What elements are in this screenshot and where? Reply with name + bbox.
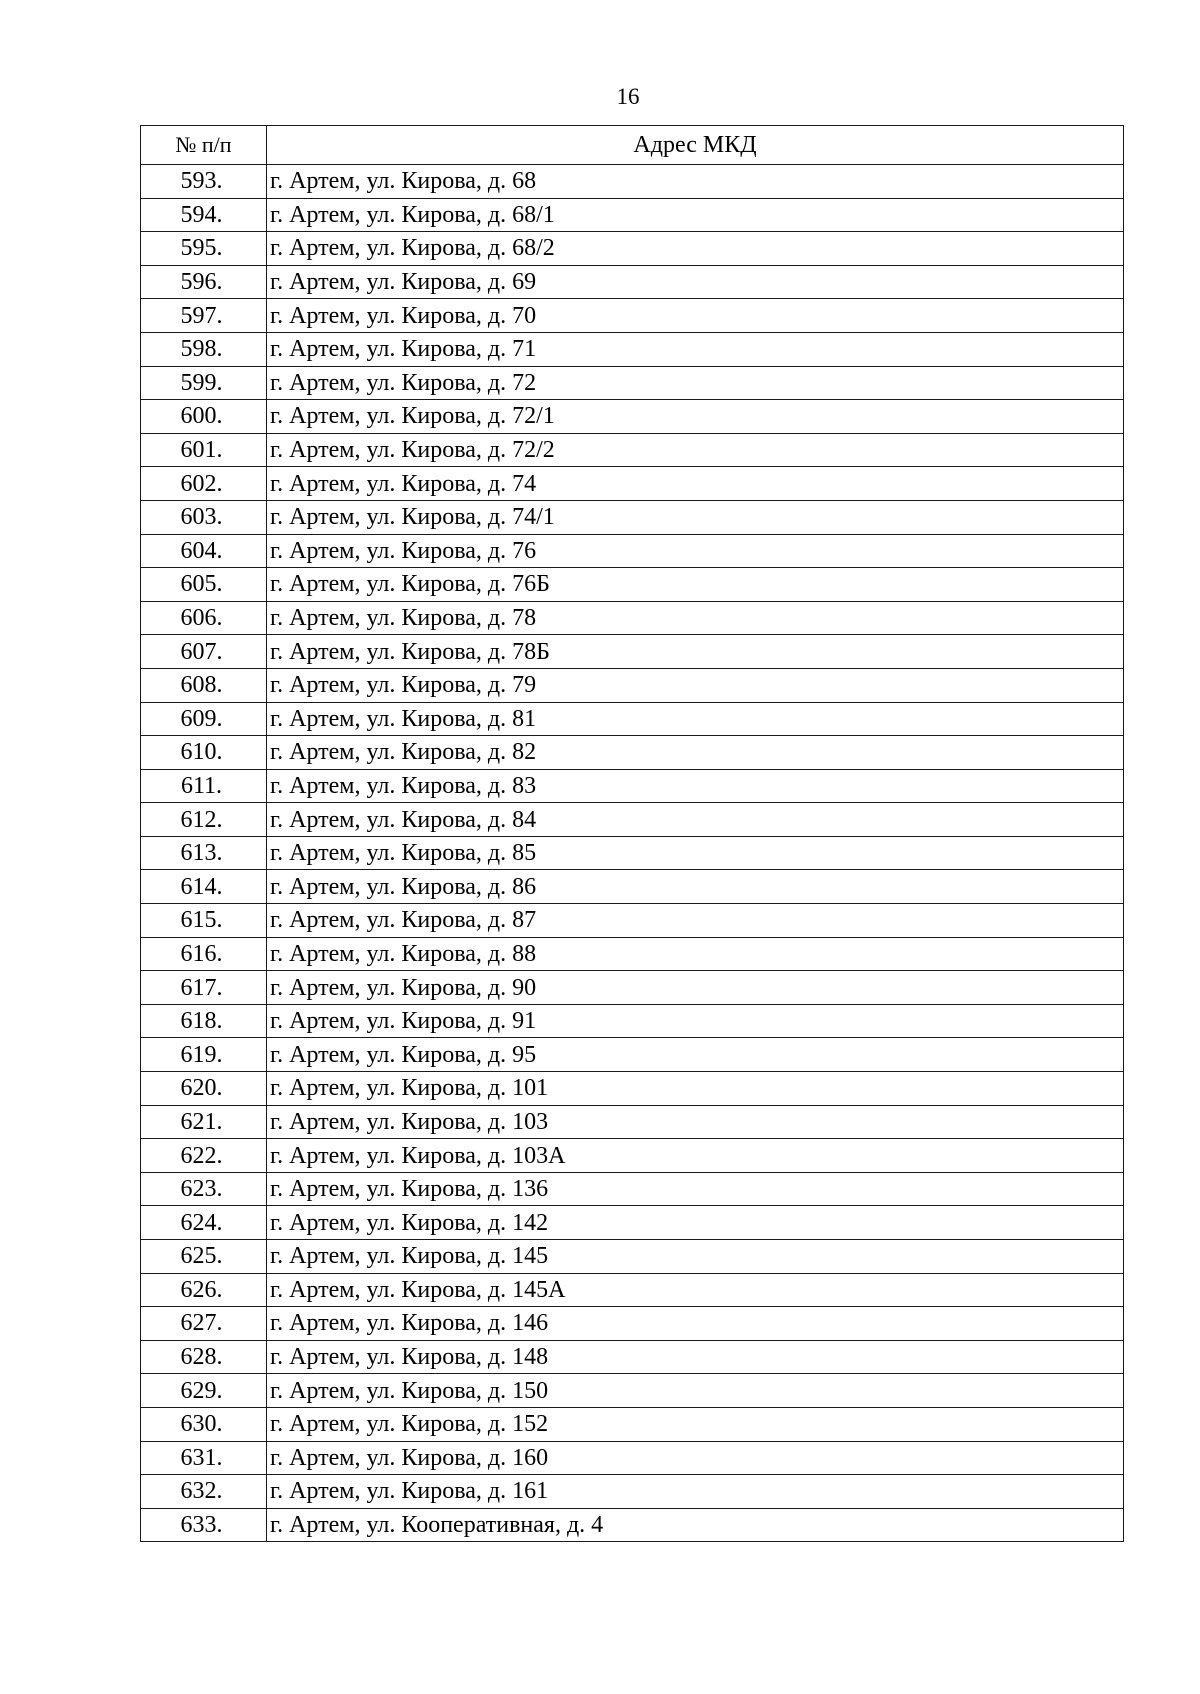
- table-row: [141, 299, 1124, 333]
- row-number: 631.: [141, 1441, 267, 1475]
- row-number: 614.: [141, 870, 267, 904]
- row-number: 616.: [141, 937, 267, 971]
- row-number: 632.: [141, 1475, 267, 1509]
- table-row: [141, 1307, 1124, 1341]
- row-address: г. Артем, ул. Кирова, д. 142: [267, 1206, 1124, 1240]
- row-number: 599.: [141, 366, 267, 400]
- column-header-number: № п/п: [141, 126, 267, 165]
- row-address: г. Артем, ул. Кирова, д. 72/1: [267, 400, 1124, 434]
- table-row: [141, 1441, 1124, 1475]
- table-row: [141, 232, 1124, 266]
- table-row: [141, 736, 1124, 770]
- row-address: г. Артем, ул. Кирова, д. 78Б: [267, 635, 1124, 669]
- table-row: [141, 1038, 1124, 1072]
- table-row: [141, 500, 1124, 534]
- table-row: [141, 1475, 1124, 1509]
- row-number: 598.: [141, 332, 267, 366]
- row-address: г. Артем, ул. Кирова, д. 148: [267, 1340, 1124, 1374]
- table-row: [141, 1072, 1124, 1106]
- row-address: г. Артем, ул. Кооперативная, д. 4: [267, 1508, 1124, 1542]
- table-body: [141, 165, 1124, 1542]
- row-number: 622.: [141, 1139, 267, 1173]
- row-number: 624.: [141, 1206, 267, 1240]
- row-address: г. Артем, ул. Кирова, д. 71: [267, 332, 1124, 366]
- row-address: г. Артем, ул. Кирова, д. 76: [267, 534, 1124, 568]
- table-row: [141, 635, 1124, 669]
- table-row: [141, 332, 1124, 366]
- row-address: г. Артем, ул. Кирова, д. 136: [267, 1172, 1124, 1206]
- row-number: 607.: [141, 635, 267, 669]
- row-address: г. Артем, ул. Кирова, д. 84: [267, 803, 1124, 837]
- row-address: г. Артем, ул. Кирова, д. 85: [267, 836, 1124, 870]
- table-row: [141, 165, 1124, 199]
- row-number: 619.: [141, 1038, 267, 1072]
- table-row: [141, 702, 1124, 736]
- table-row: [141, 534, 1124, 568]
- table-row: [141, 769, 1124, 803]
- table-row: [141, 467, 1124, 501]
- table-row: [141, 971, 1124, 1005]
- row-address: г. Артем, ул. Кирова, д. 95: [267, 1038, 1124, 1072]
- row-address: г. Артем, ул. Кирова, д. 82: [267, 736, 1124, 770]
- table-row: [141, 433, 1124, 467]
- row-number: 628.: [141, 1340, 267, 1374]
- row-address: г. Артем, ул. Кирова, д. 103: [267, 1105, 1124, 1139]
- row-number: 612.: [141, 803, 267, 837]
- row-number: 609.: [141, 702, 267, 736]
- row-address: г. Артем, ул. Кирова, д. 79: [267, 668, 1124, 702]
- row-address: г. Артем, ул. Кирова, д. 101: [267, 1072, 1124, 1106]
- row-number: 617.: [141, 971, 267, 1005]
- row-address: г. Артем, ул. Кирова, д. 74/1: [267, 500, 1124, 534]
- row-address: г. Артем, ул. Кирова, д. 83: [267, 769, 1124, 803]
- row-number: 594.: [141, 198, 267, 232]
- row-address: г. Артем, ул. Кирова, д. 160: [267, 1441, 1124, 1475]
- column-header-address: Адрес МКД: [267, 126, 1124, 165]
- table-row: [141, 1407, 1124, 1441]
- row-address: г. Артем, ул. Кирова, д. 81: [267, 702, 1124, 736]
- row-number: 633.: [141, 1508, 267, 1542]
- row-address: г. Артем, ул. Кирова, д. 68/1: [267, 198, 1124, 232]
- table-row: [141, 668, 1124, 702]
- table-row: [141, 1206, 1124, 1240]
- table-row: [141, 803, 1124, 837]
- row-number: 623.: [141, 1172, 267, 1206]
- table-row: [141, 1004, 1124, 1038]
- row-address: г. Артем, ул. Кирова, д. 87: [267, 904, 1124, 938]
- row-address: г. Артем, ул. Кирова, д. 103А: [267, 1139, 1124, 1173]
- table-row: [141, 265, 1124, 299]
- row-address: г. Артем, ул. Кирова, д. 90: [267, 971, 1124, 1005]
- table-row: [141, 1508, 1124, 1542]
- row-number: 606.: [141, 601, 267, 635]
- row-address: г. Артем, ул. Кирова, д. 69: [267, 265, 1124, 299]
- row-address: г. Артем, ул. Кирова, д. 72: [267, 366, 1124, 400]
- row-address: г. Артем, ул. Кирова, д. 161: [267, 1475, 1124, 1509]
- row-number: 610.: [141, 736, 267, 770]
- row-address: г. Артем, ул. Кирова, д. 76Б: [267, 568, 1124, 602]
- table-row: [141, 1273, 1124, 1307]
- row-number: 611.: [141, 769, 267, 803]
- table-row: [141, 1105, 1124, 1139]
- row-address: г. Артем, ул. Кирова, д. 145: [267, 1240, 1124, 1274]
- table-row: [141, 937, 1124, 971]
- row-number: 618.: [141, 1004, 267, 1038]
- row-number: 603.: [141, 500, 267, 534]
- row-number: 597.: [141, 299, 267, 333]
- row-number: 608.: [141, 668, 267, 702]
- row-address: г. Артем, ул. Кирова, д. 150: [267, 1374, 1124, 1408]
- table-row: [141, 601, 1124, 635]
- table-row: [141, 198, 1124, 232]
- row-address: г. Артем, ул. Кирова, д. 146: [267, 1307, 1124, 1341]
- table-row: [141, 1240, 1124, 1274]
- row-address: г. Артем, ул. Кирова, д. 70: [267, 299, 1124, 333]
- row-number: 600.: [141, 400, 267, 434]
- row-number: 620.: [141, 1072, 267, 1106]
- table-row: [141, 1139, 1124, 1173]
- table-row: [141, 870, 1124, 904]
- table-row: [141, 366, 1124, 400]
- row-number: 604.: [141, 534, 267, 568]
- row-number: 595.: [141, 232, 267, 266]
- row-address: г. Артем, ул. Кирова, д. 145А: [267, 1273, 1124, 1307]
- row-address: г. Артем, ул. Кирова, д. 68/2: [267, 232, 1124, 266]
- table-header-row: [141, 126, 1124, 165]
- table-row: [141, 1340, 1124, 1374]
- table-row: [141, 568, 1124, 602]
- row-number: 596.: [141, 265, 267, 299]
- row-address: г. Артем, ул. Кирова, д. 72/2: [267, 433, 1124, 467]
- table-row: [141, 904, 1124, 938]
- row-number: 605.: [141, 568, 267, 602]
- page-number: 16: [616, 84, 640, 109]
- row-number: 625.: [141, 1240, 267, 1274]
- row-number: 593.: [141, 165, 267, 199]
- row-number: 601.: [141, 433, 267, 467]
- row-address: г. Артем, ул. Кирова, д. 86: [267, 870, 1124, 904]
- row-number: 602.: [141, 467, 267, 501]
- table-row: [141, 1172, 1124, 1206]
- row-number: 626.: [141, 1273, 267, 1307]
- table-row: [141, 1374, 1124, 1408]
- row-address: г. Артем, ул. Кирова, д. 91: [267, 1004, 1124, 1038]
- row-number: 621.: [141, 1105, 267, 1139]
- row-number: 615.: [141, 904, 267, 938]
- row-address: г. Артем, ул. Кирова, д. 74: [267, 467, 1124, 501]
- table-row: [141, 400, 1124, 434]
- table-row: [141, 836, 1124, 870]
- row-address: г. Артем, ул. Кирова, д. 88: [267, 937, 1124, 971]
- row-address: г. Артем, ул. Кирова, д. 78: [267, 601, 1124, 635]
- row-number: 629.: [141, 1374, 267, 1408]
- row-number: 630.: [141, 1407, 267, 1441]
- row-address: г. Артем, ул. Кирова, д. 68: [267, 165, 1124, 199]
- row-number: 613.: [141, 836, 267, 870]
- mkd-address-table: [140, 125, 1124, 1542]
- row-address: г. Артем, ул. Кирова, д. 152: [267, 1407, 1124, 1441]
- row-number: 627.: [141, 1307, 267, 1341]
